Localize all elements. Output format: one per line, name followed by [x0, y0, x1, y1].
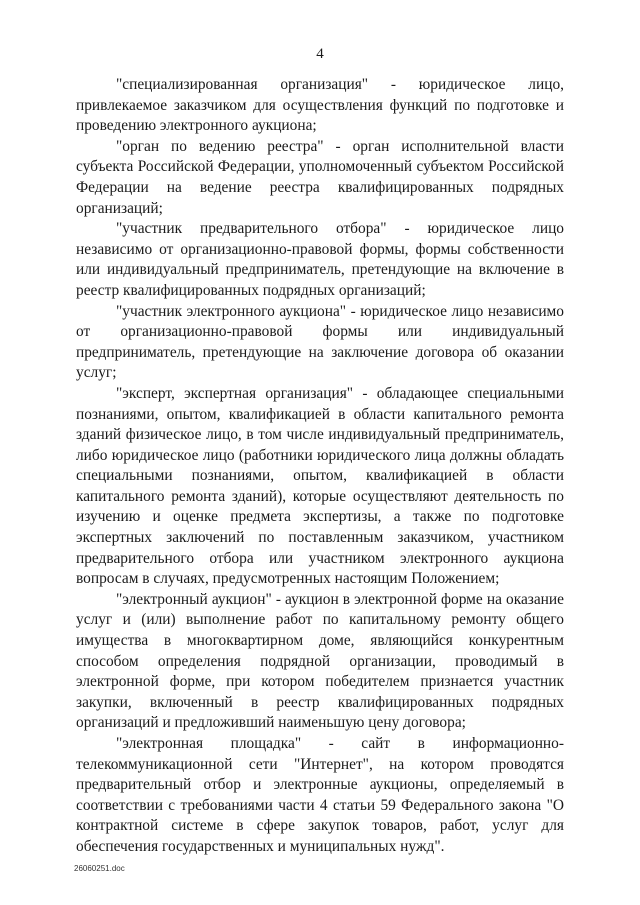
definition-preselection-participant: "участник предварительного отбора" - юридическое лицо независимо от организационно-правовой формы, формы собственности или индивидуальный предприниматель, претендующие на включение в реестр квалифицированных подрядных организаций;: [76, 220, 564, 299]
definition-expert-organization: "эксперт, экспертная организация" - обладающее специальными познаниями, опытом, квалификацией в области капитального ремонта зданий физическое лицо, в том числе индивидуальный предприниматель, либо юридическое лицо (работники юридического лица должны обладать специальными познаниями, опытом, квалификацией в области капитального ремонта зданий), которые осуществляют деятельность по изучению и оценке предмета экспертизы, а также по подготовке экспертных заключений по поставленным заказчиком, участником предварительного отбора или участником электронного аукциона вопросам в случаях, предусмотренных настоящим Положением;: [76, 384, 564, 588]
document-body: [76, 75, 564, 858]
definition-electronic-platform: "электронная площадка" - сайт в информационно-телекоммуникационной сети "Интернет", на котором проводятся предварительный отбор и электронные аукционы, определяемый в соответствии с требованиями части 4 статьи 59 Федерального закона "О контрактной системе в сфере закупок товаров, работ, услуг для обеспечения государственных и муниципальных нужд".: [76, 735, 564, 855]
page-number: 4: [316, 46, 324, 62]
definition-specialized-organization: "специализированная организация" - юридическое лицо, привлекаемое заказчиком для осуществления функций по подготовке и проведению электронного аукциона;: [76, 76, 564, 135]
definition-electronic-auction: "электронный аукцион" - аукцион в электронной форме на оказание услуг и (или) выполнение работ по капитальному ремонту общего имущества в многоквартирном доме, являющийся конкурентным способом определения подрядной организации, проводимый в электронной форме, при котором победителем признается участник закупки, включенный в реестр квалифицированных подрядных организаций и предложивший наименьшую цену договора;: [76, 590, 564, 732]
definition-auction-participant: "участник электронного аукциона" - юридическое лицо независимо от организационно-правовой формы или индивидуальный предприниматель, претендующие на заключение договора об оказании услуг;: [76, 302, 564, 382]
document-filename: 26060251.doc: [74, 864, 125, 873]
definition-registry-authority: "орган по ведению реестра" - орган исполнительной власти субъекта Российской Федерации, уполномоченный субъектом Российской Федерации на ведение реестра квалифицированных подрядных организаций;: [76, 137, 564, 217]
